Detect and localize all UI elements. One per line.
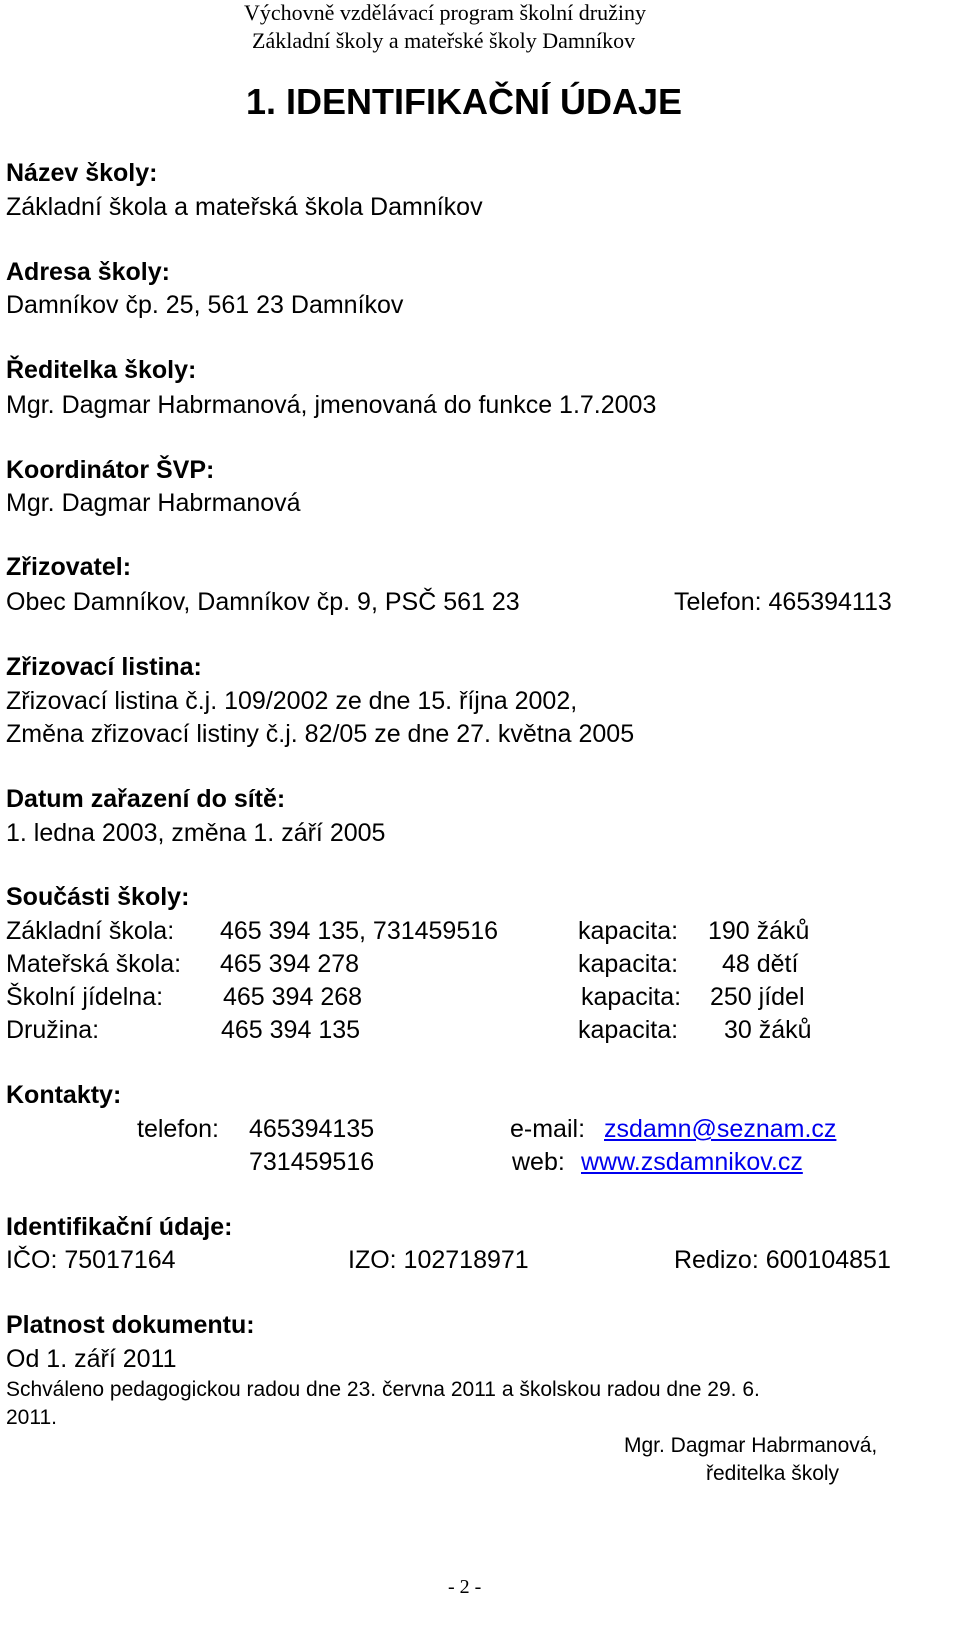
part-capacity-label: kapacita: — [581, 983, 682, 1011]
part-capacity-label: kapacita: — [578, 1016, 679, 1044]
email-link[interactable]: zsdamn@seznam.cz — [604, 1115, 837, 1143]
signer-name: Mgr. Dagmar Habrmanová, — [624, 1434, 878, 1457]
contacts-phone-2: 731459516 — [249, 1148, 375, 1176]
part-phone: 465 394 135 — [221, 1016, 361, 1044]
validity-value: Od 1. září 2011 — [6, 1345, 177, 1373]
izo-value: IZO: 102718971 — [348, 1246, 529, 1274]
director-label: Ředitelka školy: — [6, 356, 197, 384]
school-name-value: Základní škola a mateřská škola Damníkov — [6, 193, 483, 221]
page-title: 1. IDENTIFIKAČNÍ ÚDAJE — [246, 81, 683, 122]
web-link[interactable]: www.zsdamnikov.cz — [581, 1148, 803, 1176]
redizo-value: Redizo: 600104851 — [674, 1246, 891, 1274]
part-name: Mateřská škola: — [6, 950, 182, 978]
ico-value: IČO: 75017164 — [6, 1246, 176, 1274]
part-capacity-value: 250 jídel — [710, 983, 805, 1011]
approval-line-2: 2011. — [6, 1406, 57, 1429]
coordinator-label: Koordinátor ŠVP: — [6, 456, 215, 484]
signer-role: ředitelka školy — [706, 1462, 840, 1485]
contacts-email-label: e-mail: — [510, 1115, 586, 1143]
founder-value: Obec Damníkov, Damníkov čp. 9, PSČ 561 23 — [6, 588, 520, 616]
contacts-label: Kontakty: — [6, 1081, 122, 1109]
charter-label: Zřizovací listina: — [6, 653, 202, 681]
school-name-label: Název školy: — [6, 159, 158, 187]
founder-phone: Telefon: 465394113 — [674, 588, 892, 616]
network-label: Datum zařazení do sítě: — [6, 785, 286, 813]
part-capacity-value: 30 žáků — [724, 1016, 812, 1044]
network-value: 1. ledna 2003, změna 1. září 2005 — [6, 819, 386, 847]
contacts-phone-1: 465394135 — [249, 1115, 375, 1143]
founder-label: Zřizovatel: — [6, 553, 132, 581]
validity-label: Platnost dokumentu: — [6, 1311, 255, 1339]
part-phone: 465 394 135, 731459516 — [220, 917, 499, 945]
address-label: Adresa školy: — [6, 258, 170, 286]
director-value: Mgr. Dagmar Habrmanová, jmenovaná do funkce 1.7.2003 — [6, 391, 657, 419]
contacts-web-label: web: — [512, 1148, 565, 1176]
ids-label: Identifikační údaje: — [6, 1213, 233, 1241]
coordinator-value: Mgr. Dagmar Habrmanová — [6, 489, 301, 517]
parts-label: Součásti školy: — [6, 883, 190, 911]
contacts-phone-label: telefon: — [137, 1115, 220, 1143]
page-number: - 2 - — [448, 1576, 482, 1598]
header-line-2: Základní školy a mateřské školy Damníkov — [252, 28, 636, 53]
part-phone: 465 394 278 — [220, 950, 360, 978]
part-capacity-value: 48 dětí — [722, 950, 799, 978]
address-value: Damníkov čp. 25, 561 23 Damníkov — [6, 291, 404, 319]
charter-line-2: Změna zřizovací listiny č.j. 82/05 ze dne 27. května 2005 — [6, 720, 635, 748]
part-capacity-label: kapacita: — [578, 950, 679, 978]
approval-line-1: Schváleno pedagogickou radou dne 23. června 2011 a školskou radou dne 29. 6. — [6, 1378, 760, 1401]
part-name: Družina: — [6, 1016, 100, 1044]
part-capacity-label: kapacita: — [578, 917, 679, 945]
header-line-1: Výchovně vzdělávací program školní družiny — [244, 0, 646, 25]
part-phone: 465 394 268 — [223, 983, 363, 1011]
part-name: Základní škola: — [6, 917, 175, 945]
part-capacity-value: 190 žáků — [708, 917, 810, 945]
part-name: Školní jídelna: — [6, 983, 164, 1011]
charter-line-1: Zřizovací listina č.j. 109/2002 ze dne 15. října 2002, — [6, 687, 578, 715]
